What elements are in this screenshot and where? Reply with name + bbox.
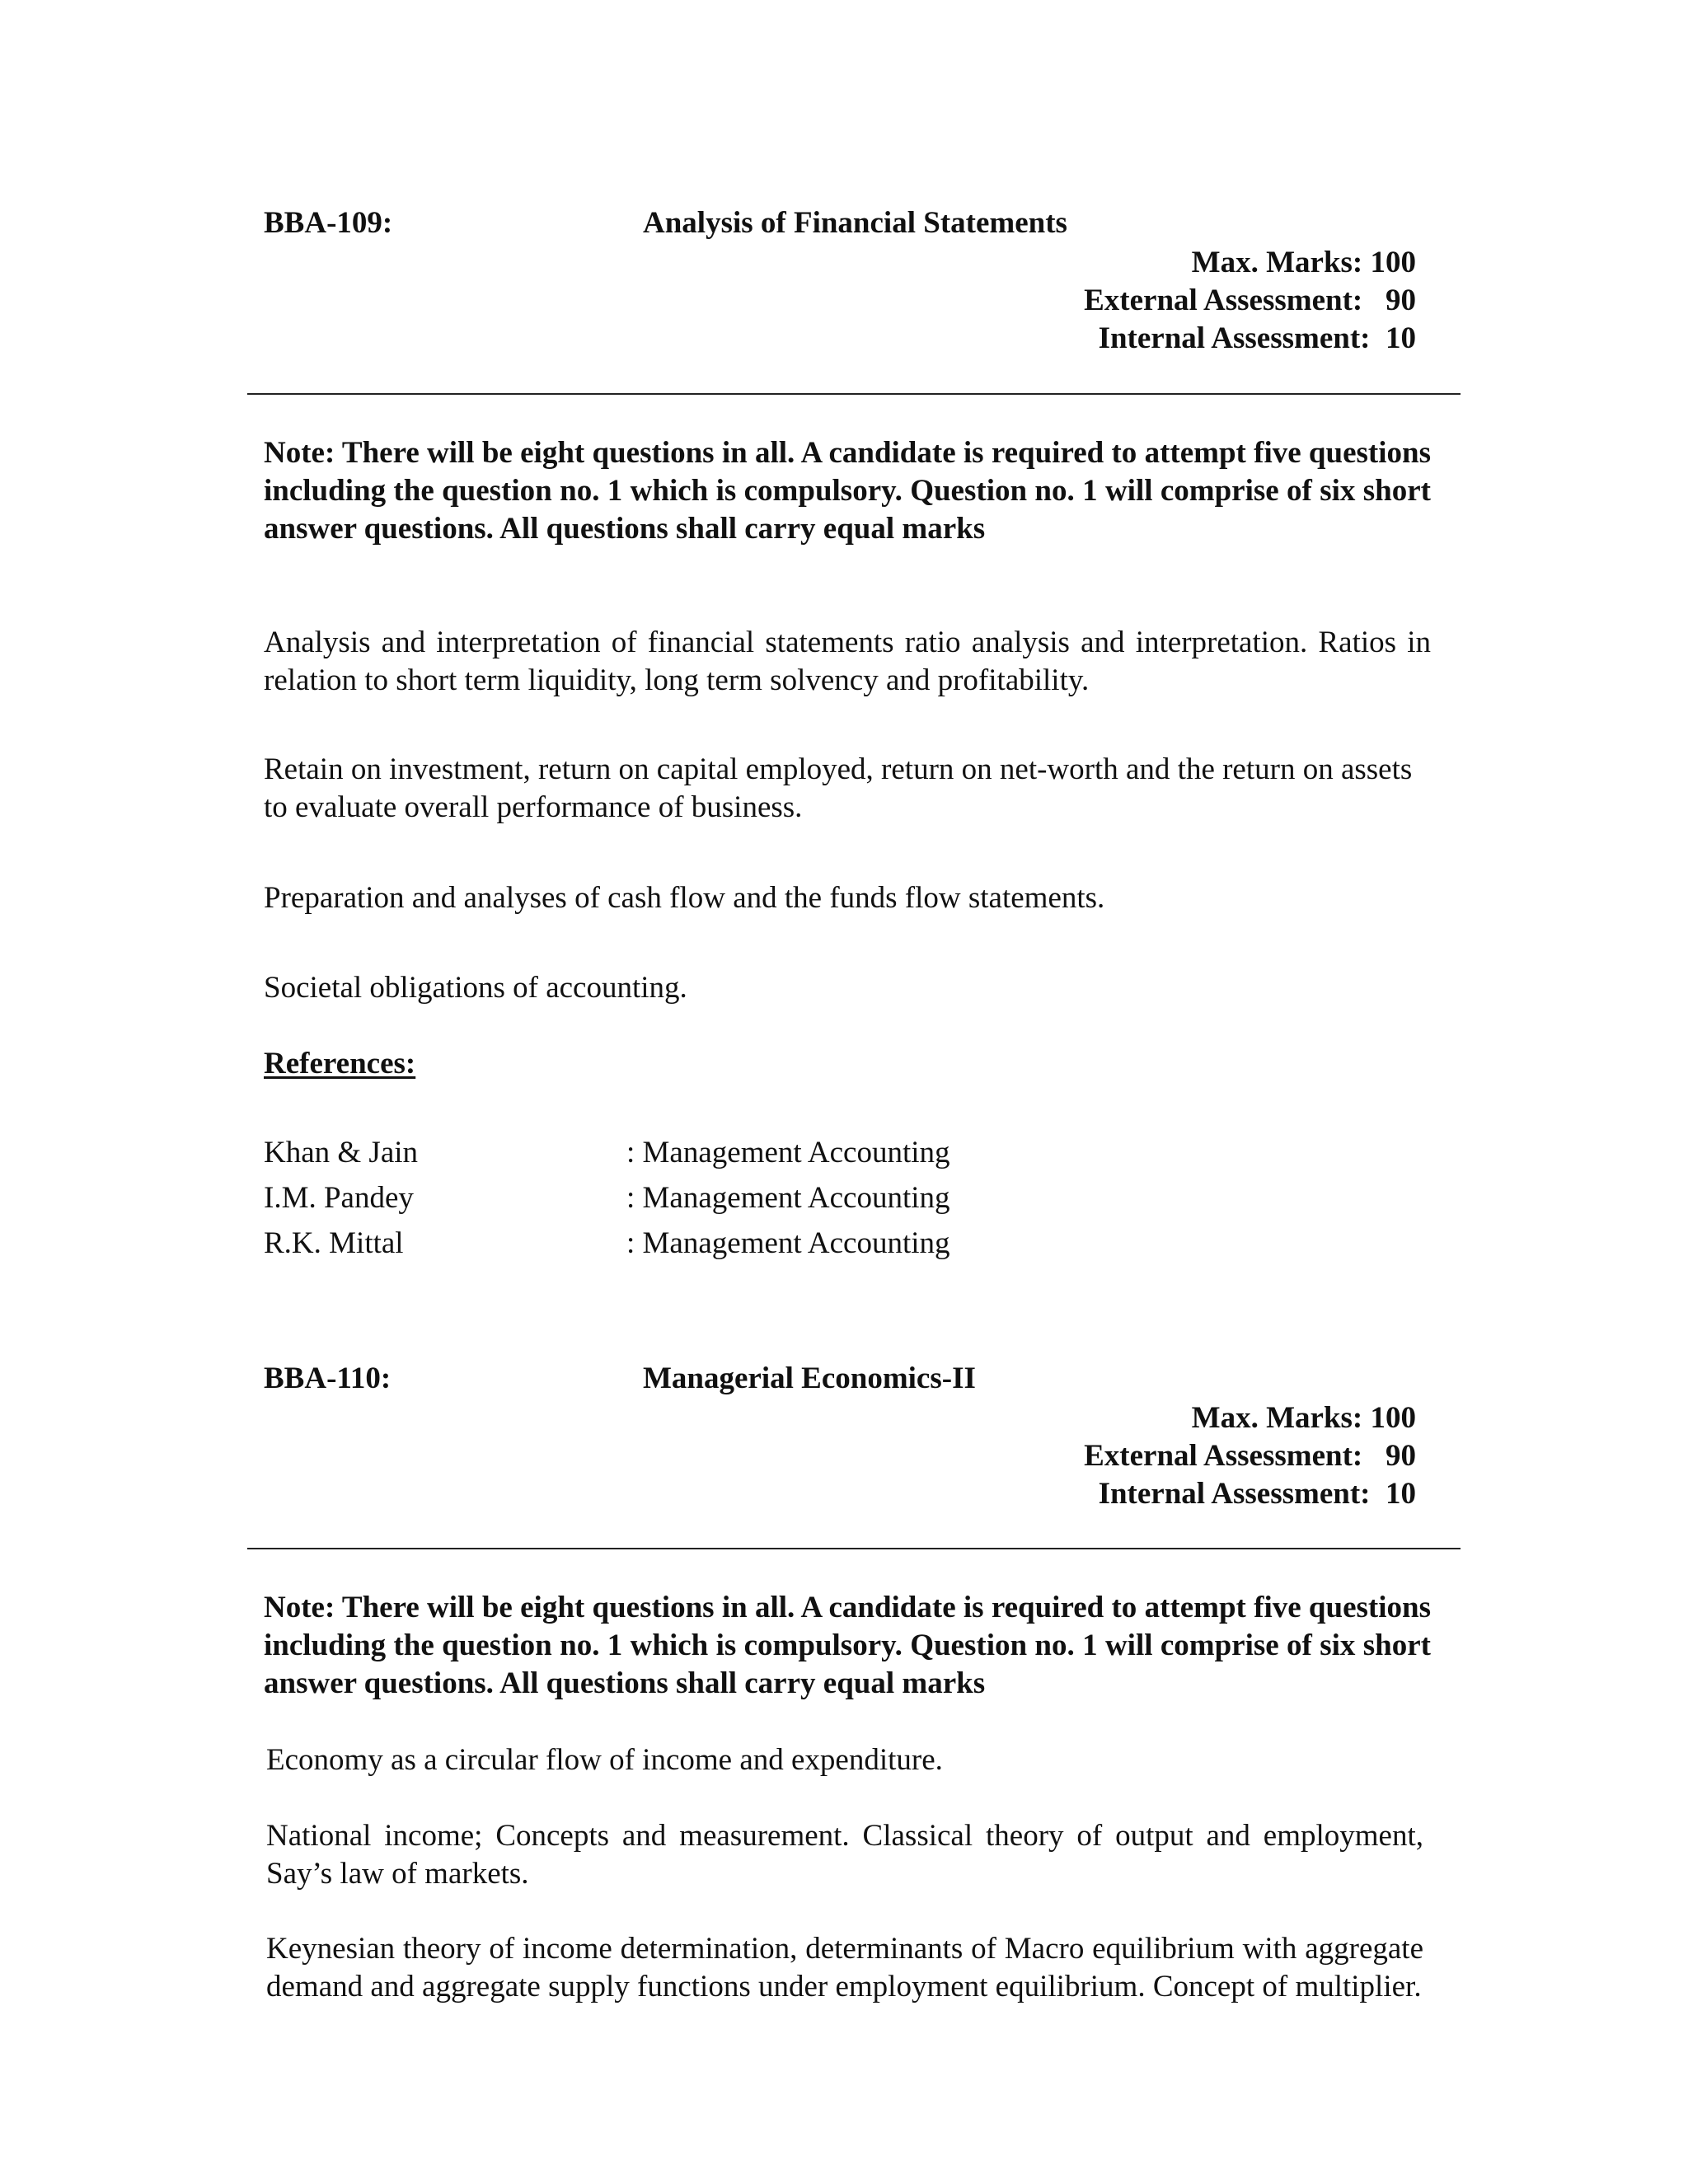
- reference-title: : Management Accounting: [626, 1181, 950, 1215]
- reference-author: I.M. Pandey: [264, 1181, 414, 1215]
- course1-paragraph: Retain on investment, return on capital employed, return on net-worth and the return on assets to evaluate overall performance of business.: [264, 752, 1413, 824]
- course2-title: Managerial Economics-II: [643, 1361, 976, 1395]
- reference-title: : Management Accounting: [626, 1136, 950, 1169]
- reference-author: R.K. Mittal: [264, 1226, 404, 1260]
- section-divider: [247, 1548, 1461, 1549]
- reference-author: Khan & Jain: [264, 1136, 419, 1169]
- course1-paragraph: Analysis and interpretation of financial statements ratio analysis and interpretation. Ratios in relation to short term liquidity, long term solvency and profitability.: [264, 626, 1431, 697]
- course2-internal-assessment: Internal Assessment: 10: [1098, 1477, 1416, 1511]
- course2-paragraph: Economy as a circular flow of income and expenditure.: [266, 1743, 943, 1777]
- course1-paragraph: Preparation and analyses of cash flow and the funds flow statements.: [264, 881, 1105, 915]
- course2-paragraph: National income; Concepts and measurement. Classical theory of output and employment, Say’s law of markets.: [266, 1819, 1423, 1891]
- reference-title: : Management Accounting: [626, 1226, 950, 1260]
- course1-note: Note: There will be eight questions in all. A candidate is required to attempt five questions including the question no. 1 which is compulsory. Question no. 1 will comprise of six short answer questions. All questions shall carry equal marks: [264, 436, 1431, 546]
- course1-title: Analysis of Financial Statements: [643, 206, 1067, 240]
- course1-external-assessment: External Assessment: 90: [1084, 284, 1416, 317]
- course2-paragraph: Keynesian theory of income determination, determinants of Macro equilibrium with aggregate demand and aggregate supply functions under employment equilibrium. Concept of multiplier.: [266, 1932, 1423, 2004]
- course1-max-marks: Max. Marks: 100: [1191, 246, 1416, 279]
- course2-external-assessment: External Assessment: 90: [1084, 1439, 1416, 1473]
- course2-code: BBA-110:: [264, 1361, 392, 1395]
- section-divider: [247, 393, 1461, 395]
- course1-paragraph: Societal obligations of accounting.: [264, 971, 687, 1005]
- course1-internal-assessment: Internal Assessment: 10: [1098, 321, 1416, 355]
- course2-max-marks: Max. Marks: 100: [1191, 1401, 1416, 1435]
- course1-code: BBA-109:: [264, 206, 393, 240]
- references-heading: References:: [264, 1047, 416, 1080]
- course2-note: Note: There will be eight questions in all. A candidate is required to attempt five questions including the question no. 1 which is compulsory. Question no. 1 will comprise of six short answer questions. All questions shall carry equal marks: [264, 1591, 1431, 1700]
